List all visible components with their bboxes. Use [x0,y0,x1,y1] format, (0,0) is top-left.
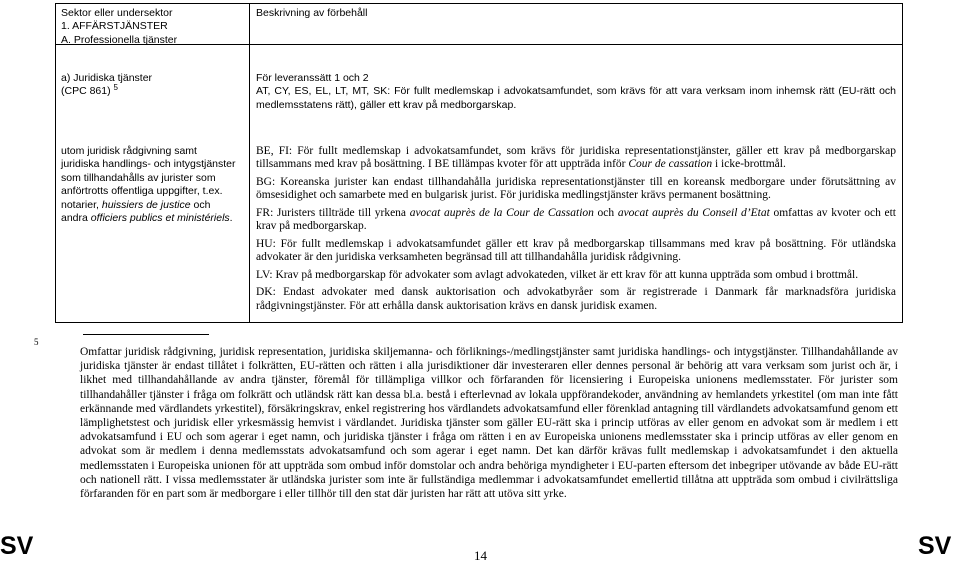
row2-exclusion-italic-2: officiers publics et ministériels [90,212,230,225]
row1-cpc-code [61,85,243,98]
be-fi-italic: Cour de cassation [628,158,713,171]
reservations-table [55,3,903,323]
footnote-text: Omfattar juridisk rådgivning, juridisk representation, juridiska skiljemanna- och förliknings-/medlingstjänster samt juridiska handlings- och intygstjänster. Tillhandahållande av juridiska tjänster är endast tillåtet i folkrätten, EU-rätten och rätten i alla jurisdiktioner där investeraren eller dennes personal är behörig att vara verksam som jurist och är, i likhet med tillhandahållande av andra tjänster, föremål för tillämpliga villkor och förfaranden för licensiering i Europeiska unionens medlemsstater. För jurister som tillhandahåller tjänster i fråga om folkrätt och utländsk rätt kan dessa bl.a. bestå i efterlevnad av lokala uppförandekoder, användning av hemlandets yrkestitel (om man inte fått erkännande med värdlandets yrkestitel), försäkringskrav, enkel registrering hos värdlandets advokatsamfund eller förenklad antagning till värdlandets advokatsamfund genom ett lämplighetstest och juridisk eller yrkesmässig hemvist i värdlandet. Juridiska tjänster som gäller EU-rätt ska i princip utföras av eller genom en advokat som är medlem i ett advokatsamfund i EU och som agerar i eget namn, och juridiska tjänster i fråga om rätten i en av Europeiska unionens medlemsstater ska i princip utföras av eller genom en advokat som är medlem i denna medlemsstats advokatsamfund och som agerar i eget namn. Det kan därför krävas fullt medlemskap i advokatsamfundet i den aktuella medlemsstaten i Europeiska unionen för att uppträda som ombud inför domstolar och andra behöriga myndigheter i EU-parten eftersom det inbegriper utövande av både EU-rätt och nationell rätt. I vissa medlemsstater är utländska jurister som inte är fullständiga medlemmar i advokatsamfundet emellertid tillåtna att uppträda som ombud i civilrättsliga förfaranden för en part som är medborgare i eller tillhör till den stat där juristen har rätt att utöva sitt yrke. [80,346,898,501]
row1-description-text: AT, CY, ES, EL, LT, MT, SK: För fullt medlemskap i advokatsamfundet, som krävs för att vara verksam inom inhemsk rätt (EU-rätt och medlemsstatens rätt), gäller ett krav på medborgarskap. [256,85,896,111]
be-fi-text-b: i icke-brottmål. [712,158,786,171]
column-divider [249,4,250,322]
row1-sector-name: a) Juridiska tjänster [61,72,153,84]
paragraph-dk: DK: Endast advokater med dansk auktorisation och advokatbyråer som är registrerade i Danmark får marknadsföra juridiska rådgivningstjänster. För att erhålla dansk auktorisation krävs en dansk juridisk examen. [256,286,896,312]
row1-description-cell [256,72,896,112]
footer-language-left: SV [0,532,34,560]
row2-description-cell [256,145,896,313]
header-subsection-label: A. Professionella tjänster [61,33,178,46]
fr-text-a: FR: Juristers tillträde till yrkena [256,206,410,219]
footnote-mark: 5 [34,337,39,347]
header-sector-cell [61,7,243,47]
footnote-separator [83,334,209,335]
paragraph-lv: LV: Krav på medborgarskap för advokater som avlagt advokateden, vilket är ett krav för att kunna uppträda som ombud i brottmål. [256,268,859,281]
footnote-ref: 5 [113,83,118,93]
page-number: 14 [474,548,487,563]
paragraph-fr [256,207,896,233]
row2-sector-cell [61,145,237,225]
row2-exclusion-italic-1: huissiers de justice [101,198,191,211]
header-description-label: Beskrivning av förbehåll [256,7,368,19]
be-fi-text-a: BE, FI: För fullt medlemskap i advokatsamfundet, som krävs för juridiska representationstjänster, gäller ett krav på medborgarskap tillsammans med krav på bosättning. I BE tillämpas kvoter för att uppträda inför [256,145,896,171]
fr-italic-1: avocat auprès de la Cour de Cassation [409,206,594,219]
footer-language-right: SV [918,532,952,560]
header-section-label: 1. AFFÄRSTJÄNSTER [61,20,168,33]
row2-exclusion-text-a: utom juridisk rådgivning samt juridiska handlings- och intygstjänster som tillhandahålls av jurister som anförtrotts offentliga uppgifter, t.ex. notarier, [61,145,236,211]
paragraph-hu: HU: För fullt medlemskap i advokatsamfundet gäller ett krav på medborgarskap tillsammans med krav på bosättning. För utländska advokater är den juridiska verksamheten begränsad till att tillhandahålla juridisk rådgivning. [256,237,896,263]
row2-exclusion-text-c: . [229,212,233,225]
row1-sector-cell [61,72,243,99]
fr-italic-2: avocat auprès du Conseil d’Etat [617,206,770,219]
paragraph-bg: BG: Koreanska jurister kan endast tillhandahålla juridiska representationstjänster till en koreansk medborgare under förutsättning av ömsesidighet och samarbete med en bulgarisk jurist. För juridiska medlingstjänster krävs permanent bosättning. [256,175,896,202]
fr-text-c: omfattas av kvoter och ett krav på medborgarskap. [256,206,896,233]
row1-mode-heading: För leveranssätt 1 och 2 [256,72,369,84]
paragraph-be-fi [256,145,896,171]
header-sector-label: Sektor eller undersektor [61,7,173,19]
row1-cpc-text: (CPC 861) [61,85,111,98]
row2-exclusion-text-b: och andra [61,198,211,225]
fr-text-b: och [593,206,618,219]
